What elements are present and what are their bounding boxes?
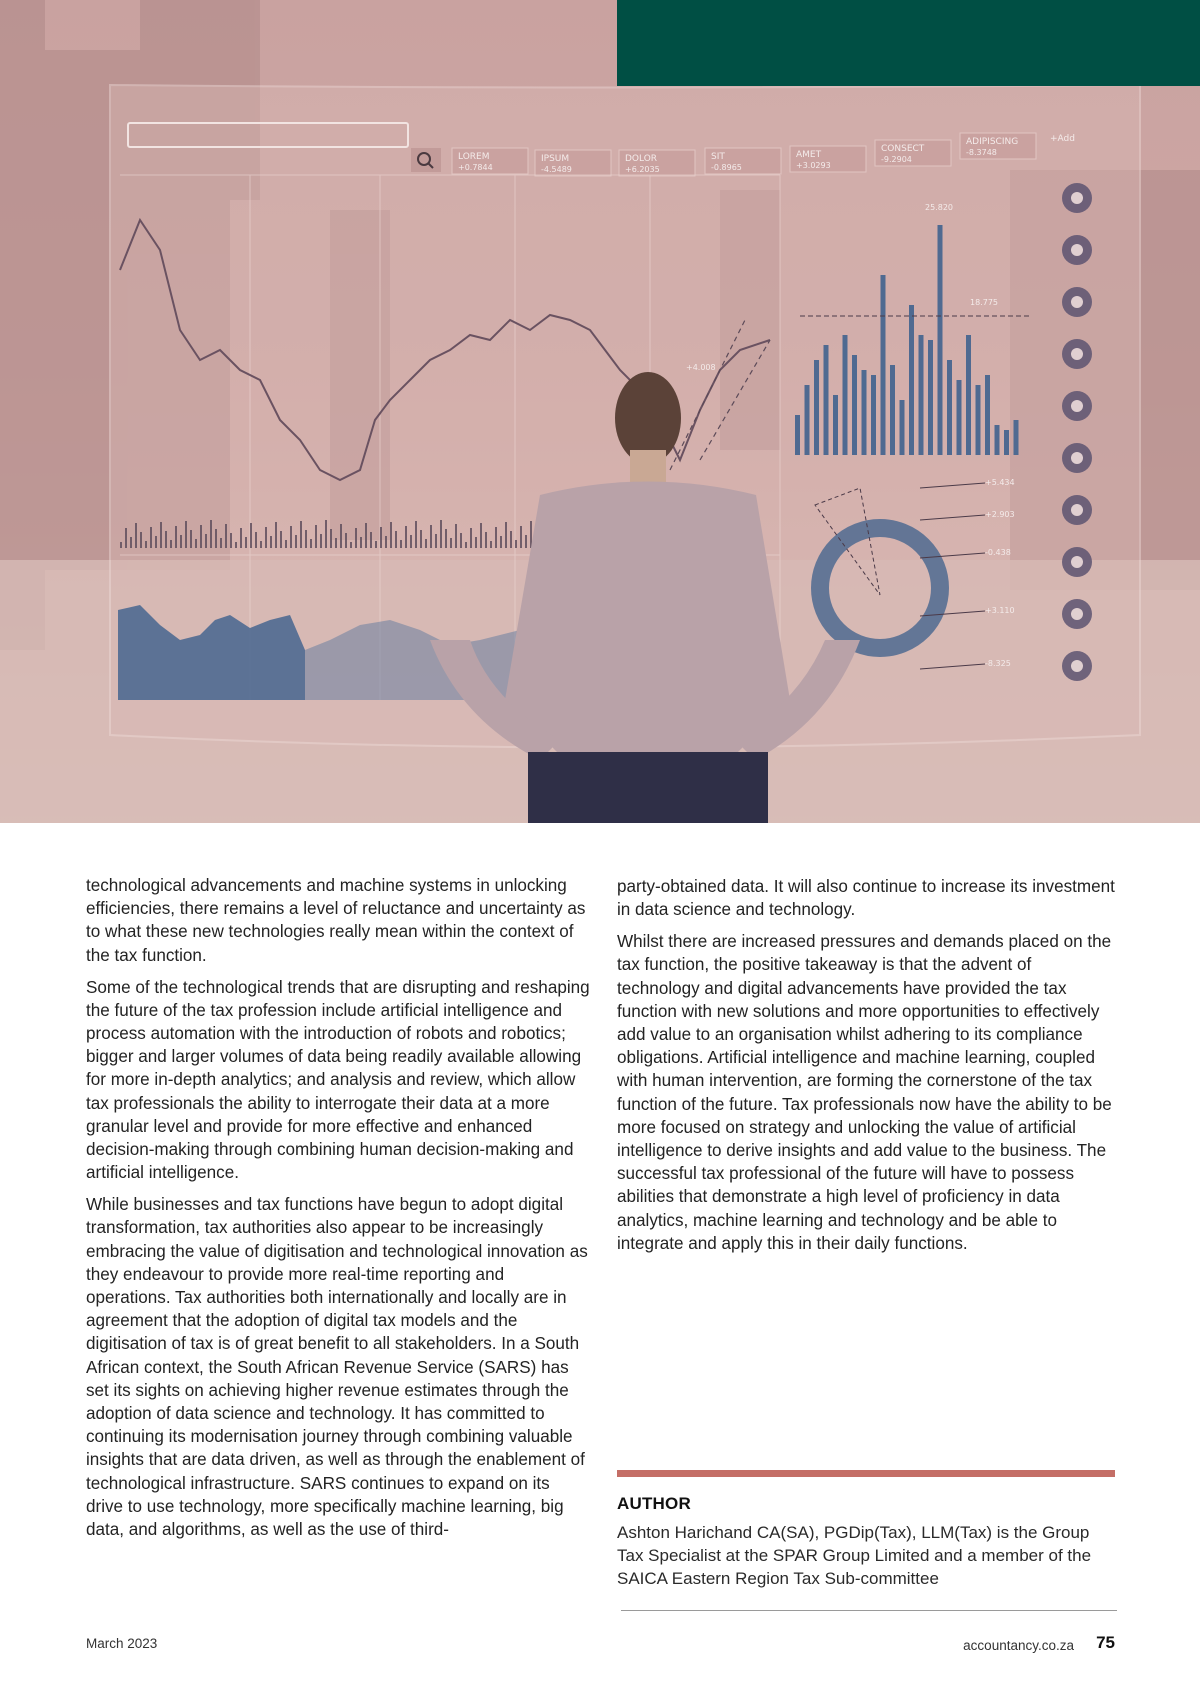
ticker-value: -9.2904 [881,155,912,164]
bar [824,345,829,455]
volume-bar [285,540,287,548]
volume-bar [180,535,182,548]
volume-bar [270,536,272,548]
ticker-value: -4.5489 [541,165,572,174]
volume-bar [120,542,122,548]
bar [985,375,990,455]
bar-peak-label: 25.820 [925,203,953,212]
cloud-upload-icon [1062,391,1092,421]
volume-bar [375,541,377,548]
bar [957,380,962,455]
bar [919,335,924,455]
volume-bar [425,539,427,548]
volume-bar [430,525,432,548]
ticker-value: +6.2035 [625,165,660,174]
trend-label: +4.008 [686,363,716,372]
volume-bar [405,526,407,548]
bar [852,355,857,455]
bar [814,360,819,455]
bar [833,395,838,455]
volume-bar [160,522,162,548]
ticker-name: SIT [711,152,725,162]
footer-website-link[interactable]: accountancy.co.za [963,1638,1074,1653]
volume-bar [525,535,527,548]
bar [938,225,943,455]
volume-bar [250,523,252,548]
volume-bar [345,533,347,548]
bar [843,335,848,455]
refresh-icon [1062,651,1092,681]
volume-bar [460,533,462,548]
volume-bar [190,530,192,548]
volume-bar [370,532,372,548]
volume-bar [320,534,322,548]
volume-bar [225,524,227,548]
volume-bar [150,527,152,548]
paragraph: party-obtained data. It will also continue to increase its investment in data science and technology. [617,877,1115,920]
ticker-name: LOREM [458,152,490,162]
volume-bar [175,526,177,548]
ticker-name: AMET [796,150,822,160]
volume-bar [325,520,327,548]
footer-date: March 2023 [86,1636,158,1651]
volume-bar [185,521,187,548]
volume-bar [365,523,367,548]
volume-bar [480,523,482,548]
brand-color-block [617,0,1200,86]
volume-bar [380,527,382,548]
volume-bar [455,524,457,548]
paragraph: technological advancements and machine systems in unlocking efficiencies, there remains a level of reluctance and uncertainty as to what these new technologies really mean within the context of the tax function. [86,876,586,965]
bar [881,275,886,455]
bar [928,340,933,455]
ticker-value: +3.0293 [796,161,831,170]
ticker-name: ADIPISCING [966,137,1019,147]
author-divider-bar [617,1470,1115,1477]
volume-bar [310,539,312,548]
volume-bar [435,534,437,548]
volume-bar [230,533,232,548]
volume-bar [235,542,237,548]
volume-bar [275,522,277,548]
bar [862,370,867,455]
volume-bar [520,526,522,548]
volume-bar [470,528,472,548]
volume-bar [300,521,302,548]
user-icon [1062,235,1092,265]
volume-bar [140,532,142,548]
article-column-right [617,875,1117,1264]
volume-bar [340,524,342,548]
author-bio: Ashton Harichand CA(SA), PGDip(Tax), LLM(Tax) is the Group Tax Specialist at the SPAR Group Limited and a member of the SAICA Eastern Region Tax Sub-committee [617,1523,1092,1588]
bar [995,425,1000,455]
volume-bar [390,522,392,548]
volume-bar [500,536,502,548]
volume-bar [505,522,507,548]
volume-bar [145,541,147,548]
ticker-value: -0.8965 [711,163,742,172]
volume-bar [445,529,447,548]
bar [805,385,810,455]
volume-bar [255,532,257,548]
volume-bar [265,527,267,548]
paragraph: Some of the technological trends that are disrupting and reshaping the future of the tax profession include artificial intelligence and process automation with the introduction of robots and robotics; bigger and larger volumes of data being readily available allowing for more in-depth analytics; and analysis and review, which allow tax professionals the ability to interrogate their data at a more granular level and provide for more effective and enhanced decision-making through combining human decision-making and artificial intelligence. [86,977,590,1183]
volume-bar [415,521,417,548]
bar [900,400,905,455]
volume-bar [330,529,332,548]
volume-bar [200,525,202,548]
ticker-box [619,150,695,176]
volume-bar [355,528,357,548]
volume-bar [165,531,167,548]
volume-bar [360,537,362,548]
ticker-box [705,148,781,174]
bar [966,335,971,455]
volume-bar [135,523,137,548]
volume-bar [315,525,317,548]
volume-bar [395,531,397,548]
pie-chart-icon [1062,599,1092,629]
volume-bar [130,537,132,548]
bar [1014,420,1019,455]
bar [890,365,895,455]
gears-icon [1062,287,1092,317]
ring-value-label: -0.438 [985,548,1011,557]
lock-icon [1062,339,1092,369]
article-column-left [86,874,591,1550]
ticker-name: IPSUM [541,154,570,164]
volume-bar [485,532,487,548]
volume-bar [450,538,452,548]
ring-value-label: -8.325 [985,659,1011,668]
ticker-box [535,150,611,176]
volume-bar [465,542,467,548]
add-label: +Add [1050,134,1075,144]
volume-bar [295,535,297,548]
volume-bar [245,537,247,548]
volume-bar [305,530,307,548]
ticker-name: CONSECT [881,144,925,154]
bar [1004,430,1009,455]
ticker-name: DOLOR [625,154,658,164]
volume-bar [125,528,127,548]
volume-bar [385,536,387,548]
volume-bar [335,538,337,548]
ticker-value: +0.7844 [458,163,493,172]
dashboard-illustration [0,0,1200,823]
search-icon [1062,183,1092,213]
ring-value-label: +5.434 [985,478,1015,487]
volume-bar [210,520,212,548]
ring-value-label: +3.110 [985,606,1015,615]
bar [909,305,914,455]
bar [976,385,981,455]
volume-bar [170,540,172,548]
bar-ref-label: 18.775 [970,298,998,307]
volume-bar [400,540,402,548]
hero-image [0,0,1200,823]
volume-bar [195,539,197,548]
volume-bar [490,541,492,548]
bar [795,415,800,455]
ticker-box [452,148,528,174]
bar [871,375,876,455]
volume-bar [475,537,477,548]
volume-bar [240,528,242,548]
volume-bar [350,542,352,548]
volume-bar [220,538,222,548]
volume-bar [155,536,157,548]
ring-value-label: +2.903 [985,510,1015,519]
ticker-box [790,146,866,172]
volume-bar [215,529,217,548]
volume-bar [260,541,262,548]
volume-bar [290,526,292,548]
bar [947,360,952,455]
volume-bar [420,530,422,548]
volume-bar [410,535,412,548]
candlestick-icon [1062,495,1092,525]
volume-bar [440,520,442,548]
volume-bar [280,531,282,548]
volume-bar [510,531,512,548]
paragraph: Whilst there are increased pressures and demands placed on the tax function, the positive takeaway is that the advent of technology and digital advancements have provided the tax function with new solutions and more opportunities to effectively add value to an organisation whilst adhering to its compliance obligations. Artificial intelligence and machine learning, coupled with human intervention, are forming the cornerstone of the tax function of the future. Tax professionals now have the ability to be more focused on strategy and unlocking the value of artificial intelligence to derive insights and add value to the business. The successful tax professional of the future will have to possess abilities that demonstrate a high level of proficiency in data analytics, machine learning and technology and be able to integrate and apply this in their daily functions. [617,932,1112,1253]
volume-bar [205,534,207,548]
ticker-box [875,140,951,166]
page-number: 75 [1096,1633,1115,1652]
author-heading: AUTHOR [617,1494,691,1513]
volume-bar [495,527,497,548]
ticker-box [960,133,1036,159]
paragraph: While businesses and tax functions have begun to adopt digital transformation, tax authorities also appear to be increasingly embracing the value of digitisation and technological innovation as they endeavour to provide more real-time reporting and operations. Tax authorities both internationally and locally are in agreement that the adoption of digital tax models and the digitisation of tax is of great benefit to all stakeholders. In a South African context, the South African Revenue Service (SARS) has set its sights on achieving higher revenue estimates through the adoption of data science and technology. It has committed to continuing its modernisation journey through combining valuable insights that are data driven, as well as through the enablement of technological infrastructure. SARS continues to expand on its drive to use technology, more specifically machine learning, big data, and algorithms, as well as the use of third- [86,1195,588,1540]
bar-chart-icon [1062,547,1092,577]
cloud-download-icon [1062,443,1092,473]
ticker-value: -8.3748 [966,148,997,157]
author-bottom-rule [621,1610,1117,1611]
volume-bar [515,540,517,548]
